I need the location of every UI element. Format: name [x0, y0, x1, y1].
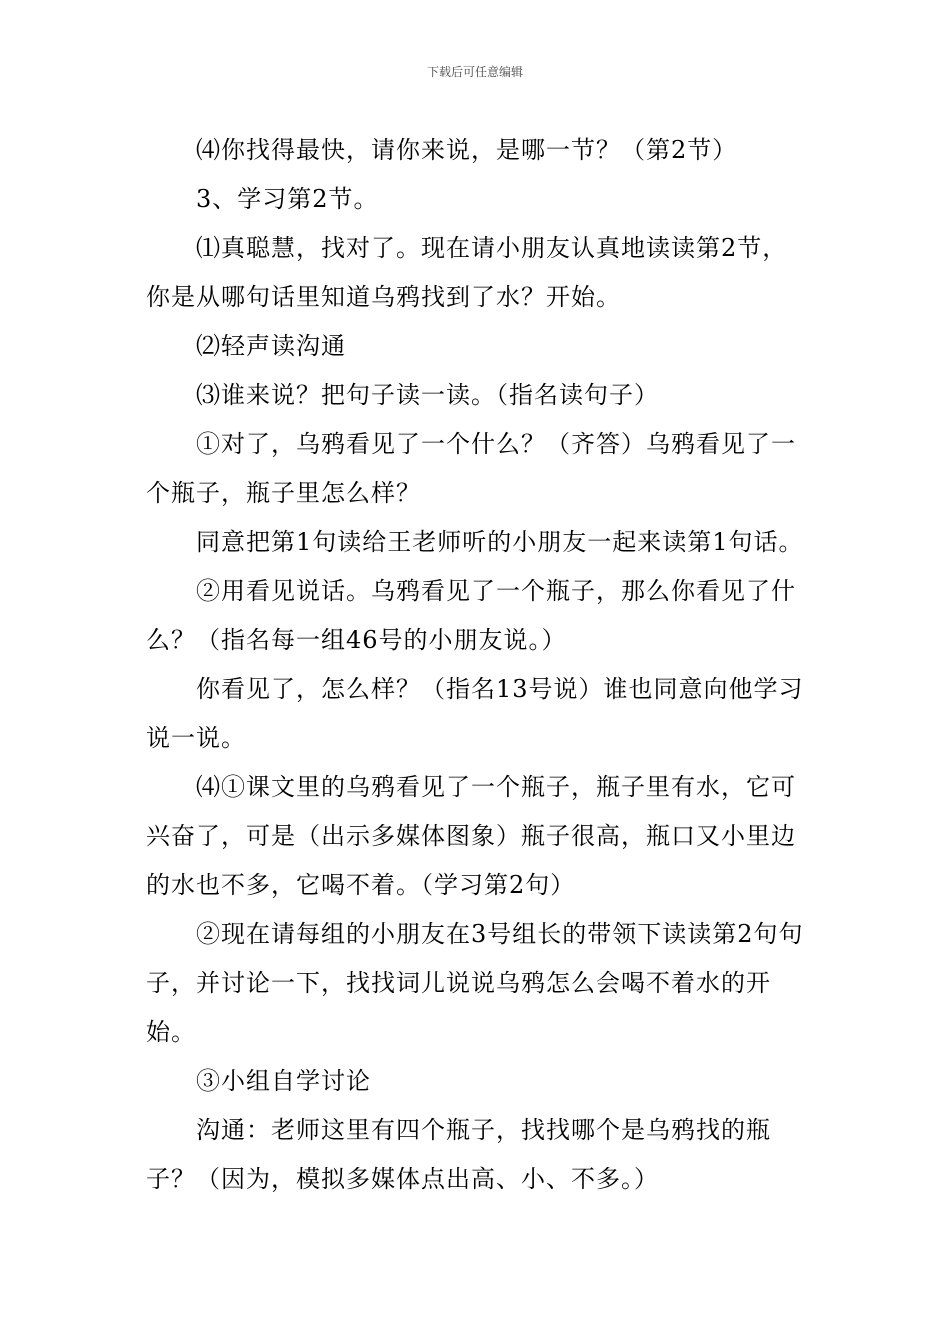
paragraph: ③小组自学讨论 — [196, 1067, 371, 1095]
paragraph: 沟通：老师这里有四个瓶子，找找哪个是乌鸦找的瓶子？（因为，模拟多媒体点出高、小、不多。） — [146, 1116, 771, 1193]
paragraph: ⑵轻声读沟通 — [196, 332, 346, 360]
page-header: 下载后可任意编辑 — [426, 65, 523, 79]
paragraph: ②用看见说话。乌鸦看见了一个瓶子，那么你看见了什么？（指名每一组46号的小朋友说。） — [146, 577, 796, 654]
paragraph: ⑷①课文里的乌鸦看见了一个瓶子，瓶子里有水，它可兴奋了，可是（出示多媒体图象）瓶子很高，瓶口又小里边的水也不多，它喝不着。（学习第2句） — [146, 773, 796, 899]
paragraph: 你看见了，怎么样？（指名13号说）谁也同意向他学习说一说。 — [146, 675, 804, 752]
paragraph: 3、学习第2节。 — [196, 185, 379, 213]
paragraph: ①对了，乌鸦看见了一个什么？（齐答）乌鸦看见了一个瓶子，瓶子里怎么样？ — [146, 430, 796, 507]
document-body — [146, 126, 810, 1204]
paragraph: 同意把第1句读给王老师听的小朋友一起来读第1句话。 — [196, 528, 804, 556]
paragraph: ⑴真聪慧，找对了。现在请小朋友认真地读读第2节，你是从哪句话里知道乌鸦找到了水？开始。 — [146, 234, 788, 311]
paragraph: ⑷你找得最快，请你来说，是哪一节？（第2节） — [196, 136, 738, 164]
paragraph: ②现在请每组的小朋友在3号组长的带领下读读第2句句子，并讨论一下，找找词儿说说乌鸦怎么会喝不着水的开始。 — [146, 920, 804, 1046]
paragraph: ⑶谁来说？把句子读一读。（指名读句子） — [196, 381, 659, 409]
